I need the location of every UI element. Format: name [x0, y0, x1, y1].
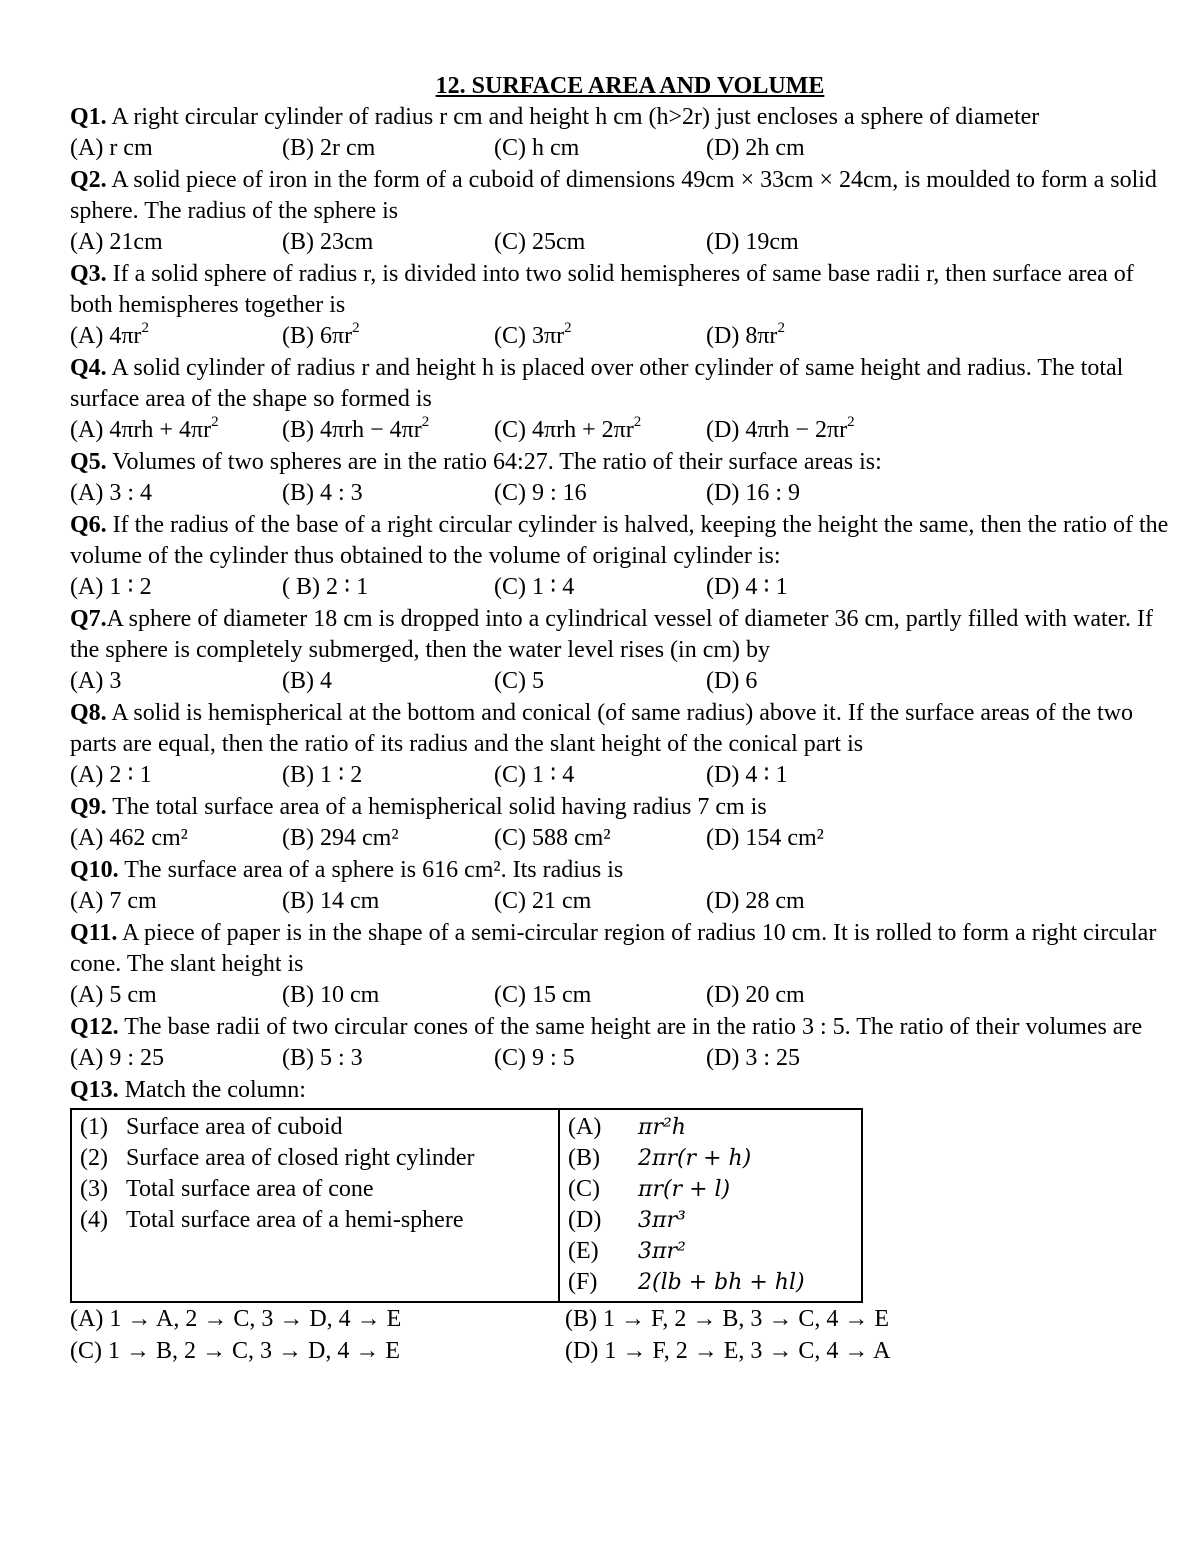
option-a: (A) 3: [70, 668, 122, 694]
option-c: (C) 5: [494, 668, 544, 694]
right-item-b: (B) 2πr(r + h): [568, 1145, 752, 1171]
options-row: [70, 478, 1170, 510]
question-9: [70, 792, 1170, 855]
option-d: (D) 154 cm²: [706, 825, 824, 851]
option-d: (D) 20 cm: [706, 982, 805, 1008]
right-item-d: (D) 3πr³: [568, 1207, 686, 1233]
answer-row-1: [70, 1303, 1170, 1335]
question-number: Q8.: [70, 700, 107, 726]
option-b: ( B) 2 ∶ 1: [282, 574, 369, 600]
left-item-1: (1) Surface area of cuboid: [80, 1114, 343, 1140]
question-text: The total surface area of a hemispherical solid having radius 7 cm is: [112, 794, 767, 820]
right-item-f: (F) 2(lb + bh + hl): [568, 1269, 805, 1295]
option-c: (C) 4πrh + 2πr: [494, 417, 634, 443]
question-7: [70, 604, 1170, 698]
question-12: [70, 1012, 1170, 1075]
answer-b: (B) 1 → F, 2 → B, 3 → C, 4 → E: [565, 1306, 890, 1332]
question-text: A solid piece of iron in the form of a cuboid of dimensions 49cm × 33cm × 24cm, is moulded to form a solid sphere. The radius of the sphere is: [70, 167, 1157, 224]
option-c: (C) 3πr: [494, 323, 565, 349]
option-a: (A) 4πr: [70, 323, 142, 349]
option-a: (A) 21cm: [70, 229, 163, 255]
question-10: [70, 855, 1170, 918]
left-item-4: (4) Total surface area of a hemi-sphere: [80, 1207, 464, 1233]
options-row: [70, 133, 1170, 165]
option-a: (A) 4πrh + 4πr: [70, 417, 212, 443]
match-table: [70, 1108, 863, 1303]
option-d: (D) 4πrh − 2πr: [706, 417, 848, 443]
option-c: (C) 25cm: [494, 229, 586, 255]
question-number: Q12.: [70, 1014, 119, 1040]
question-number: Q11.: [70, 920, 118, 946]
option-d: (D) 6: [706, 668, 758, 694]
option-d: (D) 4 ∶ 1: [706, 574, 788, 600]
option-b: (B) 23cm: [282, 229, 374, 255]
right-item-c: (C) πr(r + l): [568, 1176, 731, 1202]
option-b: (B) 4 : 3: [282, 480, 363, 506]
question-1: [70, 102, 1170, 165]
question-text: The surface area of a sphere is 616 cm². Its radius is: [124, 857, 624, 883]
option-d: (D) 2h cm: [706, 135, 805, 161]
column-left: [71, 1109, 559, 1302]
question-2: [70, 165, 1170, 259]
option-d: (D) 4 ∶ 1: [706, 762, 788, 788]
question-number: Q13.: [70, 1077, 119, 1103]
question-11: [70, 918, 1170, 1012]
question-number: Q6.: [70, 512, 107, 538]
left-item-3: (3) Total surface area of cone: [80, 1176, 374, 1202]
option-c: (C) 588 cm²: [494, 825, 611, 851]
option-a: (A) 2 ∶ 1: [70, 762, 152, 788]
question-number: Q1.: [70, 104, 107, 130]
question-number: Q4.: [70, 355, 107, 381]
question-number: Q3.: [70, 261, 107, 287]
options-row: (A) $4\pi rh + 4\pi r^2$ (B) $4\pi rh - 4\pi r^2$ (C) $4\pi rh + 2\pi r^2$ (D) $4\pi rh - 2\pi r^2$: [70, 414, 855, 443]
option-b: (B) 14 cm: [282, 888, 380, 914]
question-8: [70, 698, 1170, 792]
options-row: [70, 760, 1170, 792]
question-text: A piece of paper is in the shape of a semi-circular region of radius 10 cm. It is rolled to form a right circular cone. The slant height is: [70, 920, 1157, 977]
question-number: Q2.: [70, 167, 107, 193]
question-text: A solid cylinder of radius r and height h is placed over other cylinder of same height and radius. The total surface area of the shape so formed is: [70, 355, 1124, 412]
option-d: (D) 3 : 25: [706, 1045, 800, 1071]
option-a: (A) 1 ∶ 2: [70, 574, 152, 600]
options-row: [70, 823, 1170, 855]
question-number: Q9.: [70, 794, 107, 820]
options-row: [70, 572, 1170, 604]
options-row: [70, 227, 1170, 259]
option-c: (C) 9 : 16: [494, 480, 587, 506]
question-4: [70, 353, 1170, 447]
question-text: A solid is hemispherical at the bottom and conical (of same radius) above it. If the surface areas of the two parts are equal, then the ratio of its radius and the slant height of the conical part is: [70, 700, 1134, 757]
option-b: (B) 10 cm: [282, 982, 380, 1008]
answer-row-2: [70, 1335, 1170, 1367]
option-a: (A) 7 cm: [70, 888, 157, 914]
question-text: A right circular cylinder of radius r cm and height h cm (h>2r) just encloses a sphere of diameter: [111, 104, 1040, 130]
page-title: 12. SURFACE AREA AND VOLUME: [435, 73, 825, 99]
right-item-e: (E) 3πr²: [568, 1238, 686, 1264]
question-text: Match the column:: [118, 1077, 306, 1103]
question-number: Q5.: [70, 449, 107, 475]
question-number: Q7.: [70, 606, 107, 632]
worksheet-page: [70, 70, 1170, 1367]
option-b: (B) 5 : 3: [282, 1045, 363, 1071]
option-d: (D) 28 cm: [706, 888, 805, 914]
question-number: Q10.: [70, 857, 119, 883]
option-d: (D) 19cm: [706, 229, 799, 255]
question-text: Volumes of two spheres are in the ratio 64:27. The ratio of their surface areas is:: [112, 449, 882, 475]
option-b: (B) 4: [282, 668, 332, 694]
option-c: (C) 1 ∶ 4: [494, 574, 575, 600]
column-right: [559, 1109, 862, 1302]
option-c: (C) 21 cm: [494, 888, 592, 914]
option-c: (C) h cm: [494, 135, 580, 161]
options-row: [70, 980, 1170, 1012]
option-b: (B) 2r cm: [282, 135, 376, 161]
option-d: (D) 8πr: [706, 323, 778, 349]
option-c: (C) 1 ∶ 4: [494, 762, 575, 788]
option-c: (C) 15 cm: [494, 982, 592, 1008]
option-a: (A) 3 : 4: [70, 480, 152, 506]
question-6: [70, 510, 1170, 604]
option-c: (C) 9 : 5: [494, 1045, 575, 1071]
right-item-a: (A) πr²h: [568, 1114, 686, 1140]
option-b: (B) 1 ∶ 2: [282, 762, 363, 788]
option-b: (B) 4πrh − 4πr: [282, 417, 422, 443]
option-a: (A) 462 cm²: [70, 825, 188, 851]
option-d: (D) 16 : 9: [706, 480, 800, 506]
option-b: (B) 6πr: [282, 323, 353, 349]
options-row: (A) $4\pi r^2$ (B) $6\pi r^2$ (C) $3\pi r^2$ (D) $8\pi r^2$: [70, 320, 785, 349]
question-13: [70, 1075, 1170, 1367]
left-item-2: (2) Surface area of closed right cylinder: [80, 1145, 475, 1171]
question-text: The base radii of two circular cones of the same height are in the ratio 3 : 5. The ratio of their volumes are: [124, 1014, 1143, 1040]
option-a: (A) 5 cm: [70, 982, 157, 1008]
question-text: If a solid sphere of radius r, is divided into two solid hemispheres of same base radii r, then surface area of both hemispheres together is: [70, 261, 1134, 318]
question-5: [70, 447, 1170, 510]
answer-a: (A) 1 → A, 2 → C, 3 → D, 4 → E: [70, 1306, 402, 1332]
options-row: [70, 886, 1170, 918]
answer-c: (C) 1 → B, 2 → C, 3 → D, 4 → E: [70, 1338, 400, 1364]
option-a: (A) 9 : 25: [70, 1045, 164, 1071]
options-row: [70, 666, 1170, 698]
question-3: [70, 259, 1170, 353]
option-a: (A) r cm: [70, 135, 153, 161]
options-row: [70, 1043, 1170, 1075]
question-text: If the radius of the base of a right circular cylinder is halved, keeping the height the same, then the ratio of the volume of the cylinder thus obtained to the volume of original cylinder is:: [70, 512, 1169, 569]
question-text: A sphere of diameter 18 cm is dropped into a cylindrical vessel of diameter 36 cm, partly filled with water. If the sphere is completely submerged, then the water level rises (in cm) by: [70, 606, 1154, 663]
answer-d: (D) 1 → F, 2 → E, 3 → C, 4 → A: [565, 1338, 891, 1364]
option-b: (B) 294 cm²: [282, 825, 399, 851]
